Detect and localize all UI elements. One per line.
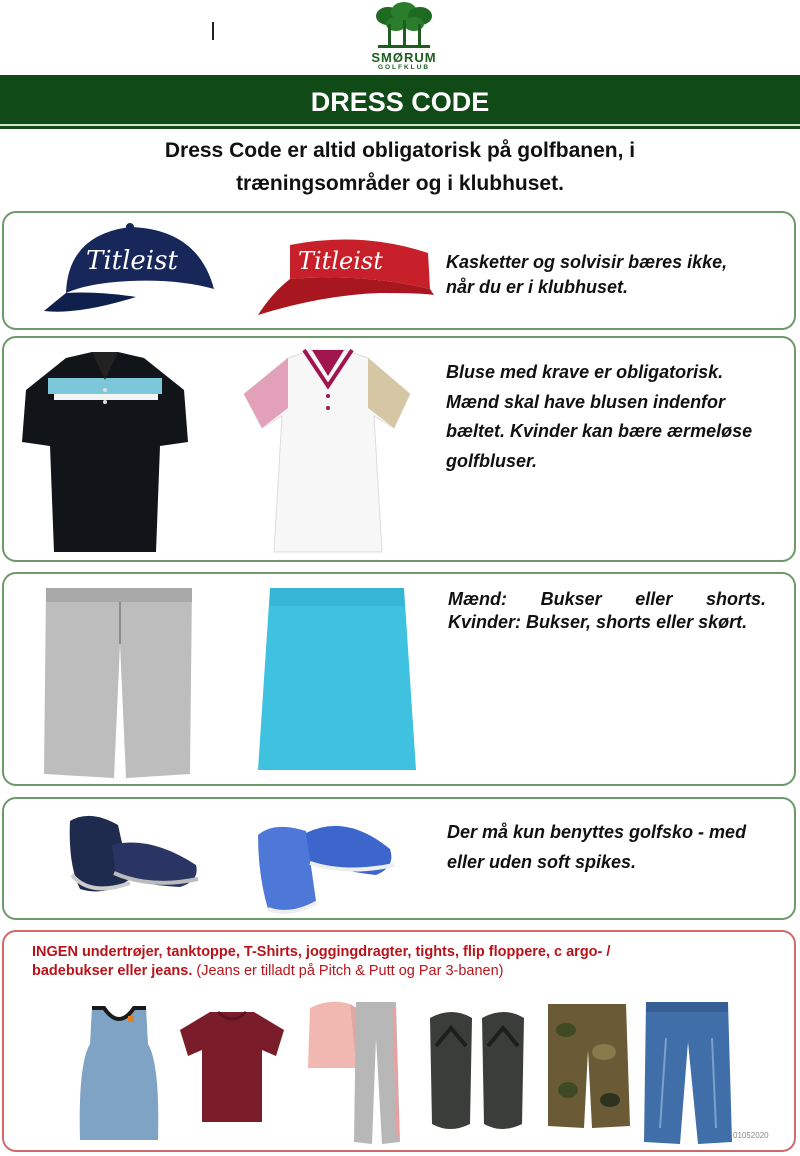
mens-golf-shoes-image <box>60 805 210 905</box>
mens-polo-image <box>14 346 194 556</box>
trousers-panel <box>2 572 796 786</box>
shoes-line-1: Der må kun benyttes golfsko - med <box>447 822 747 842</box>
shoes-line-2: eller uden soft spikes. <box>447 851 637 872</box>
document-date-stamp: 01052020 <box>733 1131 769 1140</box>
tank-top-image <box>74 1004 164 1144</box>
forbidden-panel <box>2 930 796 1152</box>
trousers-line-1: Mænd: Bukser eller shorts. <box>448 589 766 609</box>
headwear-line-1: Kasketter og solvisir bæres ikke, <box>446 252 728 272</box>
skirt-image <box>254 584 424 784</box>
logo-name: SMØRUM <box>371 50 437 65</box>
shirts-line-4: golfbluser. <box>446 450 538 471</box>
headwear-line-2: når du er i klubhuset. <box>446 277 629 297</box>
forbidden-line-2-bold: badebukser eller jeans. <box>32 963 193 979</box>
shirts-panel <box>2 336 796 562</box>
visor-brand-text: Titleist <box>298 247 383 275</box>
intro-text <box>80 134 720 200</box>
jeans-image <box>640 998 740 1148</box>
womens-golf-shoes-image <box>250 805 400 915</box>
headwear-panel <box>2 211 796 330</box>
cap-image <box>38 215 238 325</box>
tracksuit-image <box>300 998 410 1148</box>
visor-image <box>252 223 452 333</box>
tree-logo-icon <box>364 2 444 52</box>
t-shirt-image <box>172 1006 292 1126</box>
cargo-shorts-image <box>544 1000 634 1140</box>
shoes-panel <box>2 797 796 920</box>
banner-divider <box>0 124 800 126</box>
forbidden-line-1: INGEN undertrøjer, tanktoppe, T-Shirts, joggingdragter, tights, flip floppere, c argo- / <box>32 944 611 960</box>
cap-brand-text: Titleist <box>86 246 178 276</box>
shirts-line-2: Mænd skal have blusen indenfor <box>446 391 726 412</box>
mens-shorts-image <box>40 584 200 784</box>
intro-line-2: træningsområder og i klubhuset. <box>236 172 564 195</box>
logo-subtitle: GOLFKLUB <box>377 64 431 71</box>
trousers-line-2: Kvinder: Bukser, shorts eller skørt. <box>448 612 748 632</box>
forbidden-text <box>32 943 772 981</box>
intro-line-1: Dress Code er altid obligatorisk på golfbanen, i <box>164 139 636 162</box>
shirts-line-3: bæltet. Kvinder kan bære ærmeløse <box>446 421 753 441</box>
forbidden-note: (Jeans er tilladt på Pitch & Putt og Par 3-banen) <box>192 963 504 979</box>
club-logo[interactable] <box>364 2 444 74</box>
title-banner <box>0 75 800 129</box>
headwear-text <box>446 250 776 300</box>
shoes-text <box>447 818 777 877</box>
trousers-text <box>448 588 766 634</box>
shirts-line-1: Bluse med krave er obligatorisk. <box>446 362 724 382</box>
page-title: DRESS CODE <box>310 87 490 117</box>
womens-polo-image <box>234 346 414 556</box>
flip-flops-image <box>424 1006 534 1136</box>
shirts-text <box>446 358 776 476</box>
header-tick-mark <box>212 22 214 40</box>
forbidden-line-2 <box>32 962 772 981</box>
